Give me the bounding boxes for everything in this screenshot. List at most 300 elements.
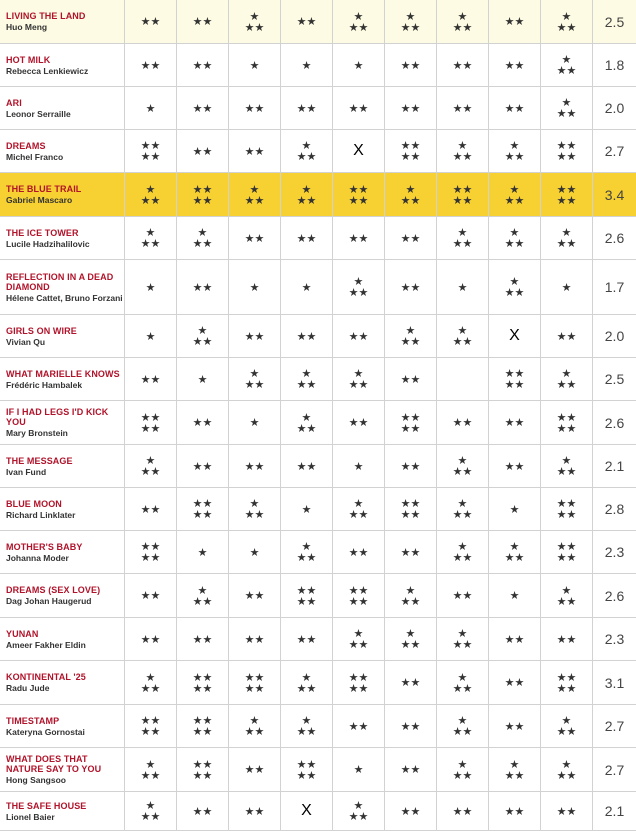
critic-rating-cell [437, 315, 489, 358]
film-row [0, 748, 636, 792]
critic-rating-cell [333, 260, 385, 315]
star-rating-icon: ★★ [244, 144, 265, 158]
star-rating-icon: ★★ [192, 58, 213, 72]
star-rating-icon: ★ [301, 58, 312, 72]
critic-rating-cell [385, 618, 437, 661]
film-director: Kateryna Gornostai [6, 726, 85, 737]
critic-rating-cell [489, 173, 541, 217]
critic-rating-cell [385, 661, 437, 705]
film-cell [0, 260, 125, 315]
star-rating-icon: ★ ★★ [192, 324, 213, 348]
star-rating-icon: ★ ★★ [452, 670, 473, 695]
critic-rating-cell [177, 130, 229, 173]
star-rating-icon: ★ ★★ [504, 139, 525, 163]
star-rating-icon: ★ [145, 329, 156, 343]
film-title[interactable]: LIVING THE LAND [6, 11, 86, 21]
critic-rating-cell [281, 401, 333, 445]
film-cell [0, 531, 125, 574]
star-rating-icon: ★★ ★★ [556, 410, 577, 435]
star-rating-icon: ★ ★★ [348, 367, 369, 391]
film-title[interactable]: TIMESTAMP [6, 715, 60, 726]
star-rating-icon: ★★ [244, 231, 265, 245]
star-rating-icon: ★ ★★ [140, 182, 161, 207]
film-director: Lucile Hadzihalilovic [6, 238, 90, 249]
critic-rating-cell [333, 315, 385, 358]
star-rating-icon: ★★ [244, 459, 265, 473]
critic-rating-cell [333, 401, 385, 445]
bad-rating-mark: X [301, 802, 312, 819]
critic-rating-cell [281, 217, 333, 260]
critic-rating-cell [333, 574, 385, 618]
star-rating-icon: ★★ [192, 101, 213, 115]
film-title[interactable]: THE ICE TOWER [6, 227, 79, 238]
critic-rating-cell [541, 792, 593, 831]
critic-rating-cell [437, 173, 489, 217]
critic-rating-cell [385, 173, 437, 217]
critic-rating-cell [385, 748, 437, 792]
critic-rating-cell [489, 748, 541, 792]
critic-rating-cell [229, 0, 281, 44]
star-rating-icon: ★★ [192, 804, 213, 818]
critic-rating-cell [125, 87, 177, 130]
film-director: Frédéric Hambalek [6, 379, 83, 390]
critic-rating-cell [385, 217, 437, 260]
star-rating-icon: ★★ [400, 676, 421, 689]
star-rating-icon: ★ ★★ [504, 226, 525, 250]
film-title[interactable]: MOTHER'S BABY [6, 541, 83, 552]
star-rating-icon: ★ ★★ [140, 226, 161, 250]
star-rating-icon: ★★ ★★ [296, 757, 317, 782]
average-score: 2.0 [593, 315, 636, 358]
star-rating-icon: ★★ ★★ [348, 583, 369, 608]
critic-rating-cell [177, 260, 229, 315]
star-rating-icon: ★★ [296, 101, 317, 115]
star-rating-icon: ★ ★★ [244, 714, 265, 738]
critic-rating-cell [177, 358, 229, 401]
film-director: Radu Jude [6, 683, 50, 693]
critic-rating-cell [385, 44, 437, 87]
critic-rating-cell [229, 358, 281, 401]
critic-rating-cell [333, 0, 385, 44]
critic-rating-cell [333, 87, 385, 130]
critic-rating-cell [281, 618, 333, 661]
critic-rating-cell [229, 401, 281, 445]
critic-rating-cell [437, 618, 489, 661]
critic-rating-cell [177, 401, 229, 445]
critic-rating-cell [541, 0, 593, 44]
star-rating-icon: ★★ [504, 459, 525, 473]
critic-rating-cell [541, 401, 593, 445]
critic-rating-cell [489, 401, 541, 445]
film-row [0, 531, 636, 574]
critic-rating-cell [229, 618, 281, 661]
critic-rating-cell [177, 748, 229, 792]
critic-rating-cell [281, 792, 333, 831]
star-rating-icon: ★★ [504, 719, 525, 733]
star-rating-icon: ★★ ★★ [400, 497, 421, 521]
critic-rating-cell [177, 618, 229, 661]
star-rating-icon: ★★ ★★ [556, 139, 577, 163]
critic-rating-cell [281, 0, 333, 44]
star-rating-icon: ★ ★★ [556, 757, 577, 782]
star-rating-icon: ★★ [296, 632, 317, 646]
average-score: 1.8 [593, 44, 636, 87]
star-rating-icon: ★ ★★ [296, 540, 317, 564]
film-director: Richard Linklater [6, 509, 76, 520]
critic-rating-cell [125, 401, 177, 445]
film-cell [0, 618, 125, 661]
star-rating-icon: ★★ ★★ [244, 670, 265, 695]
star-rating-icon: ★ ★★ [556, 714, 577, 738]
critic-rating-cell [281, 173, 333, 217]
critic-rating-cell [229, 574, 281, 618]
film-cell [0, 130, 125, 173]
average-score: 2.7 [593, 705, 636, 748]
critic-rating-cell [229, 315, 281, 358]
film-cell [0, 705, 125, 748]
star-rating-icon: ★ ★★ [140, 454, 161, 478]
critic-rating-cell [177, 445, 229, 488]
critic-rating-cell [177, 531, 229, 574]
film-row [0, 401, 636, 445]
star-rating-icon: ★★ [556, 804, 577, 818]
film-row [0, 217, 636, 260]
star-rating-icon: ★★ [504, 416, 525, 429]
critic-rating-cell [125, 531, 177, 574]
bad-rating-mark: X [353, 142, 364, 159]
critic-rating-cell [489, 44, 541, 87]
critic-rating-cell [281, 358, 333, 401]
critic-rating-cell [437, 574, 489, 618]
star-rating-icon: ★★ ★★ [192, 714, 213, 738]
film-cell [0, 315, 125, 358]
critic-rating-cell [177, 173, 229, 217]
star-rating-icon: ★ ★★ [556, 454, 577, 478]
critic-rating-cell [125, 661, 177, 705]
star-rating-icon: ★ ★★ [400, 9, 421, 34]
star-rating-icon: ★★ [244, 329, 265, 343]
star-rating-icon: ★★ [504, 676, 525, 689]
star-rating-icon: ★★ [140, 58, 161, 72]
critic-rating-cell [125, 173, 177, 217]
star-rating-icon: ★ ★★ [556, 226, 577, 250]
star-rating-icon: ★ ★★ [452, 454, 473, 478]
critic-rating-cell [541, 748, 593, 792]
average-score: 2.6 [593, 217, 636, 260]
star-rating-icon: ★ ★★ [556, 367, 577, 391]
star-rating-icon: ★★ [244, 589, 265, 602]
critic-rating-cell [125, 792, 177, 831]
star-rating-icon: ★★ [452, 58, 473, 72]
critic-rating-cell [385, 705, 437, 748]
film-title[interactable]: THE MESSAGE [6, 455, 73, 466]
star-rating-icon: ★ ★★ [452, 324, 473, 348]
star-rating-icon: ★ ★★ [452, 226, 473, 250]
star-rating-icon: ★★ ★★ [556, 540, 577, 564]
critic-rating-cell [333, 661, 385, 705]
star-rating-icon: ★★ [244, 763, 265, 776]
star-rating-icon: ★ [509, 589, 520, 602]
critic-rating-cell [281, 661, 333, 705]
film-row [0, 661, 636, 705]
critic-rating-cell [333, 358, 385, 401]
critic-rating-cell [437, 748, 489, 792]
star-rating-icon: ★ ★★ [556, 583, 577, 608]
average-score: 2.5 [593, 358, 636, 401]
star-rating-icon: ★ ★★ [504, 182, 525, 207]
critic-rating-cell [489, 705, 541, 748]
critic-rating-cell [281, 445, 333, 488]
film-title[interactable]: WHAT DOES THAT NATURE SAY TO YOU [6, 754, 102, 774]
critic-rating-cell [177, 488, 229, 531]
star-rating-icon: ★★ ★★ [140, 410, 161, 435]
average-score: 3.4 [593, 173, 636, 217]
critic-rating-cell [437, 661, 489, 705]
film-director: Huo Meng [6, 22, 48, 32]
star-rating-icon: ★ ★★ [348, 275, 369, 299]
average-score: 2.5 [593, 0, 636, 44]
star-rating-icon: ★★ [400, 763, 421, 776]
film-title[interactable]: HOT MILK [6, 54, 51, 65]
critic-rating-cell [281, 87, 333, 130]
star-rating-icon: ★ [353, 459, 364, 473]
critic-rating-cell [437, 87, 489, 130]
critic-rating-cell [437, 792, 489, 831]
critic-rating-cell [489, 661, 541, 705]
critic-rating-cell [489, 792, 541, 831]
critic-rating-cell [333, 748, 385, 792]
critic-rating-cell [385, 792, 437, 831]
film-cell [0, 792, 125, 831]
critic-rating-cell [385, 130, 437, 173]
star-rating-icon: ★★ [348, 416, 369, 429]
film-cell [0, 0, 125, 44]
star-rating-icon: ★ [353, 58, 364, 72]
film-row [0, 44, 636, 87]
star-rating-icon: ★ ★★ [400, 182, 421, 207]
star-rating-icon: ★★ [556, 329, 577, 343]
critic-rating-cell [177, 217, 229, 260]
film-row [0, 705, 636, 748]
star-rating-icon: ★ ★★ [452, 9, 473, 34]
star-rating-icon: ★★ [140, 589, 161, 602]
star-rating-icon: ★ ★★ [192, 583, 213, 608]
star-rating-icon: ★★ [296, 459, 317, 473]
critic-rating-cell [489, 217, 541, 260]
critic-rating-cell [437, 260, 489, 315]
critic-rating-cell [541, 260, 593, 315]
star-rating-icon: ★ ★★ [504, 540, 525, 564]
critic-rating-cell [385, 0, 437, 44]
critic-rating-cell [489, 445, 541, 488]
star-rating-icon: ★ ★★ [452, 714, 473, 738]
film-title[interactable]: DREAMS [6, 140, 46, 151]
film-cell [0, 173, 125, 217]
critic-rating-cell [489, 531, 541, 574]
film-title[interactable]: DREAMS (SEX LOVE) [6, 585, 101, 595]
critic-rating-cell [541, 445, 593, 488]
film-title[interactable]: ARI [6, 97, 22, 108]
film-director: Dag Johan Haugerud [6, 596, 92, 606]
film-title[interactable]: REFLECTION IN A DEAD DIAMOND [6, 271, 114, 292]
star-rating-icon: ★★ [400, 545, 421, 559]
star-rating-icon: ★★ ★★ [348, 670, 369, 695]
critic-rating-cell [229, 130, 281, 173]
star-rating-icon: ★ ★★ [504, 275, 525, 299]
critic-rating-cell [437, 401, 489, 445]
star-rating-icon: ★★ [140, 502, 161, 516]
film-director: Mary Bronstein [6, 428, 68, 438]
critic-rating-cell [229, 531, 281, 574]
star-rating-icon: ★★ ★★ [192, 670, 213, 695]
critic-rating-cell [229, 488, 281, 531]
star-rating-icon: ★ [509, 502, 520, 516]
star-rating-icon: ★ [145, 101, 156, 115]
critic-rating-cell [541, 130, 593, 173]
film-director: Ameer Fakher Eldin [6, 639, 86, 650]
star-rating-icon: ★★ ★★ [192, 497, 213, 521]
star-rating-icon: ★★ [400, 58, 421, 72]
critic-rating-cell [541, 87, 593, 130]
star-rating-icon: ★ ★★ [192, 226, 213, 250]
star-rating-icon: ★★ [140, 632, 161, 646]
star-rating-icon: ★★ ★★ [556, 497, 577, 521]
star-rating-icon: ★★ ★★ [504, 367, 525, 391]
critic-rating-cell [125, 0, 177, 44]
film-cell [0, 748, 125, 792]
critic-rating-cell [385, 531, 437, 574]
critic-rating-cell [333, 130, 385, 173]
film-cell [0, 488, 125, 531]
average-score: 2.7 [593, 130, 636, 173]
star-rating-icon: ★ ★★ [348, 497, 369, 521]
film-director: Johanna Moder [6, 552, 69, 563]
average-score: 2.7 [593, 748, 636, 792]
critic-rating-cell [437, 531, 489, 574]
star-rating-icon: ★★ [244, 804, 265, 818]
star-rating-icon: ★ [301, 280, 312, 294]
film-row [0, 260, 636, 315]
star-rating-icon: ★★ [140, 372, 161, 386]
critic-rating-cell [541, 358, 593, 401]
critic-rating-cell [489, 260, 541, 315]
critic-rating-cell [489, 358, 541, 401]
critic-rating-cell [541, 574, 593, 618]
film-title[interactable]: THE BLUE TRAIL [6, 184, 82, 194]
critic-rating-cell [281, 130, 333, 173]
critic-rating-cell [541, 488, 593, 531]
star-rating-icon: ★★ [140, 15, 161, 28]
star-rating-icon: ★ [249, 58, 260, 72]
critic-rating-cell [125, 260, 177, 315]
star-rating-icon: ★ ★★ [244, 9, 265, 34]
critic-rating-cell [489, 0, 541, 44]
star-rating-icon: ★★ [244, 632, 265, 646]
critic-rating-cell [385, 574, 437, 618]
film-director: Lionel Baier [6, 811, 55, 822]
star-rating-icon: ★★ [348, 545, 369, 559]
critic-rating-cell [281, 531, 333, 574]
critic-rating-cell [489, 87, 541, 130]
star-rating-icon: ★★ [192, 459, 213, 473]
critic-rating-cell [489, 618, 541, 661]
star-rating-icon: ★ ★★ [296, 182, 317, 207]
film-row [0, 315, 636, 358]
film-title[interactable]: GIRLS ON WIRE [6, 325, 77, 336]
star-rating-icon: ★★ [400, 280, 421, 294]
critic-rating-cell [281, 44, 333, 87]
critic-rating-cell [281, 574, 333, 618]
film-title[interactable]: BLUE MOON [6, 498, 62, 509]
critic-rating-cell [333, 531, 385, 574]
critic-rating-cell [229, 87, 281, 130]
film-director: Hélene Cattet, Bruno Forzani [6, 292, 123, 303]
star-rating-icon: ★ ★★ [244, 497, 265, 521]
star-rating-icon: ★★ [400, 719, 421, 733]
star-rating-icon: ★ ★★ [296, 367, 317, 391]
film-director: Michel Franco [6, 151, 64, 162]
critic-rating-cell [125, 217, 177, 260]
star-rating-icon: ★ ★★ [400, 627, 421, 651]
star-rating-icon: ★★ [504, 15, 525, 28]
critic-rating-cell [541, 661, 593, 705]
star-rating-icon: ★ ★★ [244, 367, 265, 391]
star-rating-icon: ★ [197, 545, 208, 559]
star-rating-icon: ★ [301, 502, 312, 516]
critic-rating-cell [125, 358, 177, 401]
critic-rating-cell [125, 574, 177, 618]
film-title[interactable]: KONTINENTAL '25 [6, 672, 86, 682]
star-rating-icon: ★ ★★ [244, 182, 265, 207]
star-rating-icon: ★★ ★★ [452, 182, 473, 207]
critic-rating-cell [177, 0, 229, 44]
film-title[interactable]: IF I HAD LEGS I'D KICK YOU [6, 407, 109, 427]
film-row [0, 618, 636, 661]
critic-rating-cell [229, 173, 281, 217]
film-title[interactable]: YUNAN [6, 628, 39, 639]
star-rating-icon: ★★ [348, 329, 369, 343]
critic-rating-cell [385, 358, 437, 401]
critic-rating-cell [333, 173, 385, 217]
critic-rating-cell [229, 748, 281, 792]
star-rating-icon: ★★ [192, 144, 213, 158]
star-rating-icon: ★ ★★ [348, 799, 369, 823]
star-rating-icon: ★★ [192, 416, 213, 429]
star-rating-icon: ★★ [400, 372, 421, 386]
film-row [0, 358, 636, 401]
film-row [0, 0, 636, 44]
average-score: 3.1 [593, 661, 636, 705]
star-rating-icon: ★ [145, 280, 156, 294]
critic-rating-cell [333, 618, 385, 661]
film-title[interactable]: THE SAFE HOUSE [6, 800, 87, 811]
star-rating-icon: ★ [249, 416, 260, 429]
star-rating-icon: ★★ ★★ [556, 182, 577, 207]
critic-rating-cell [177, 87, 229, 130]
star-rating-icon: ★★ [296, 231, 317, 245]
critic-rating-cell [125, 445, 177, 488]
critic-rating-cell [437, 44, 489, 87]
critic-rating-cell [177, 661, 229, 705]
film-director: Vivian Qu [6, 336, 46, 347]
critic-rating-cell [437, 0, 489, 44]
critic-rating-cell [125, 748, 177, 792]
star-rating-icon: ★★ [192, 632, 213, 646]
film-title[interactable]: WHAT MARIELLE KNOWS [6, 368, 120, 379]
film-row [0, 574, 636, 618]
critic-rating-cell [541, 173, 593, 217]
star-rating-icon: ★ ★★ [348, 9, 369, 34]
